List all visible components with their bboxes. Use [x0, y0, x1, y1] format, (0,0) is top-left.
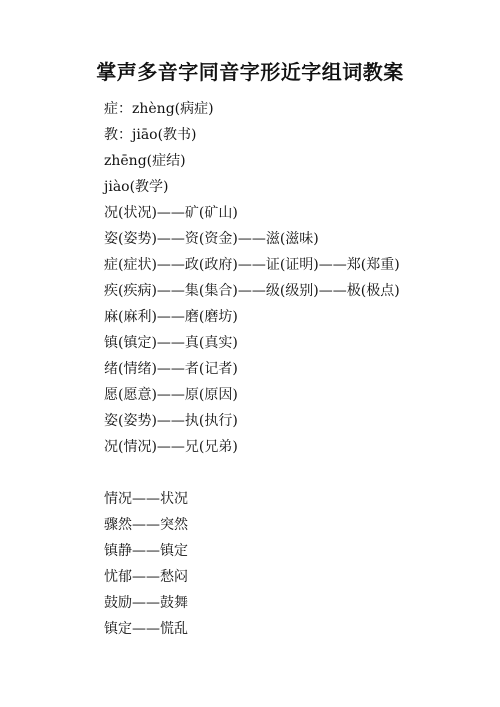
text-line: jiào(教学) [104, 179, 169, 195]
text-line: 教：jiāo(教书) [104, 127, 197, 143]
text-line: 姿(姿势)——执(执行) [104, 413, 238, 429]
text-line: 愿(愿意)——原(原因) [104, 387, 238, 403]
text-line: 症(症状)——政(政府)——证(证明)——郑(郑重) [104, 257, 400, 273]
text-line: 麻(麻利)——磨(磨坊) [104, 309, 238, 325]
text-line: 镇静——镇定 [104, 543, 188, 559]
text-line: 鼓励——鼓舞 [104, 595, 188, 611]
text-line: 镇(镇定)——真(真实) [104, 335, 238, 351]
blank-line [104, 460, 484, 486]
text-line: 情况——状况 [104, 491, 188, 507]
text-line: 姿(姿势)——资(资金)——滋(滋味) [104, 231, 319, 247]
text-line: 况(情况)——兄(兄弟) [104, 439, 238, 455]
text-line: 绪(情绪)——者(记者) [104, 361, 238, 377]
text-line: 骤然——突然 [104, 517, 188, 533]
text-line: 镇定——慌乱 [104, 621, 188, 637]
text-line: 症：zhèng(病症) [104, 101, 214, 117]
text-line: 忧郁——愁闷 [104, 569, 188, 585]
document-body [104, 96, 484, 642]
document-title: 掌声多音字同音字形近字组词教案 [96, 60, 404, 84]
text-line: zhēng(症结) [104, 153, 186, 169]
text-line: 疾(疾病)——集(集合)——级(级别)——极(极点) [104, 283, 400, 299]
text-line: 况(状况)——矿(矿山) [104, 205, 238, 221]
